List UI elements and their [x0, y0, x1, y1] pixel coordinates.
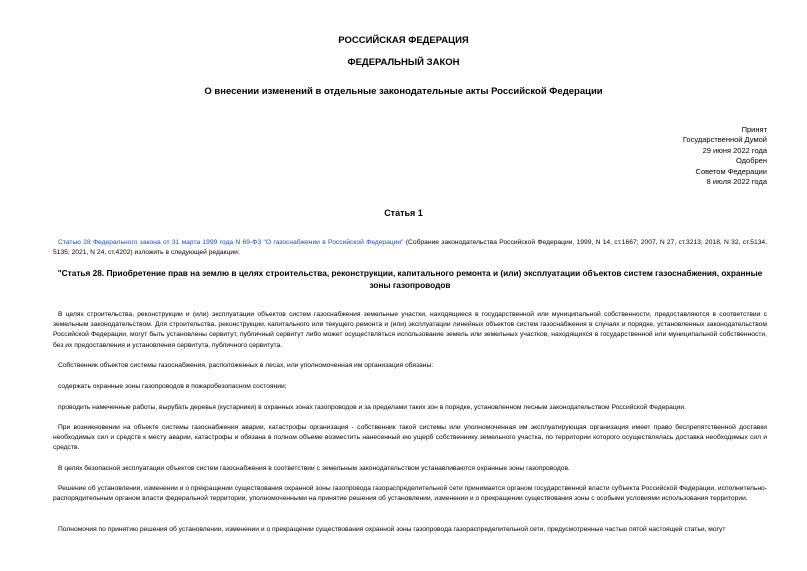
adoption-line: Принят: [741, 125, 767, 134]
paragraph-3: содержать охранные зоны газопроводов в пожаробезопасном состоянии;: [58, 383, 287, 390]
article-heading: Статья 1: [384, 208, 423, 218]
paragraph-8: Полномочия по принятию решения об установлении, изменении и о прекращении существования охранной зоны газопровода газораспределительной сети, предусмотренные частью пятой настоящей статьи, могут: [58, 526, 726, 533]
paragraph-6: В целях безопасной эксплуатации объектов систем газоснабжения в соответствии с земельным законодательством устанавливаются охранные зоны газопроводов.: [58, 465, 570, 472]
paragraph-2: Собственник объектов системы газоснабжения, расположенных в лесах, или уполномоченная им организация обязаны:: [58, 362, 434, 369]
paragraph-5: При возникновении на объекте системы газоснабжения аварии, катастрофы организация - собственник такой системы или уполномоченная им эксплуатирующая организация имеет право беспрепятственной доставки необходимых сил и средств к месту аварии, катастрофы и обязана в полном объеме возместить нанесенный ею ущерб собственнику земельного участка, по территории которого осуществлялась доставка необходимых сил и средств.: [53, 424, 767, 452]
paragraph-7: Решение об установлении, изменении и о прекращении существования охранной зоны газопровода газораспределительной сети принимается органом государственной власти субъекта Российской Федерации, исполнительно-распорядительным органом власти федеральной территории, уполномоченными на принятие решения об установлении, изменении и о прекращении существования зоны с особыми условиями использования территории.: [53, 485, 767, 503]
adoption-block: [517, 125, 767, 187]
adoption-line: 8 июля 2022 года: [706, 177, 767, 187]
adoption-line: 29 июня 2022 года: [702, 145, 767, 155]
law-type-heading: ФЕДЕРАЛЬНЫЙ ЗАКОН: [347, 57, 460, 68]
paragraph-1: В целях строительства, реконструкции и (или) эксплуатации объектов систем газоснабжения земельные участки, находящиеся в государственной или муниципальной собственности, предоставляются в соответствии с земельным законодательством. Для строительства, реконструкции, капитального или текущего ремонта и (или) эксплуатации линейных объектов систем газоснабжения в случаях и порядке, установленных законодательством Российской Федерации, могут быть установлены сервитут, публичный сервитут либо может осуществляться использование земель или земельных участков, находящихся в государственной или муниципальной собственности, без их предоставления и установления сервитута, публичного сервитута.: [53, 311, 767, 349]
law-title: О внесении изменений в отдельные законодательные акты Российской Федерации: [204, 86, 603, 97]
article-intro-paragraph: [53, 238, 767, 258]
article-intro-text: (Собрание законодательства Российской Федерации, 1999, N 14, ст.1667; 2007, N 27, ст.3213; 2018, N 32, ст.5134, 5135; 2021, N 24, ст.4202) изложить в следующей редакции:: [53, 239, 767, 257]
paragraph-4: проводить намеченные работы, вырубать деревья (кустарники) в охранных зонах газопроводов и за пределами таких зон в порядке, установленном лесным законодательством Российской Федерации.: [58, 404, 687, 411]
article-28-title: "Статья 28. Приобретение прав на землю в целях строительства, реконструкции, капитального ремонта и (или) эксплуатации объектов систем газоснабжения, охранные зоны газопроводов: [57, 268, 763, 290]
adoption-line: Советом Федерации: [695, 166, 767, 176]
adoption-line: Одобрен: [736, 156, 767, 166]
law-reference-link[interactable]: Статью 28 Федерального закона от 31 марта 1999 года N 69-ФЗ "О газоснабжении в Российской Федерации": [58, 239, 404, 246]
adoption-line: Государственной Думой: [682, 135, 767, 145]
country-heading: РОССИЙСКАЯ ФЕДЕРАЦИЯ: [338, 35, 469, 46]
